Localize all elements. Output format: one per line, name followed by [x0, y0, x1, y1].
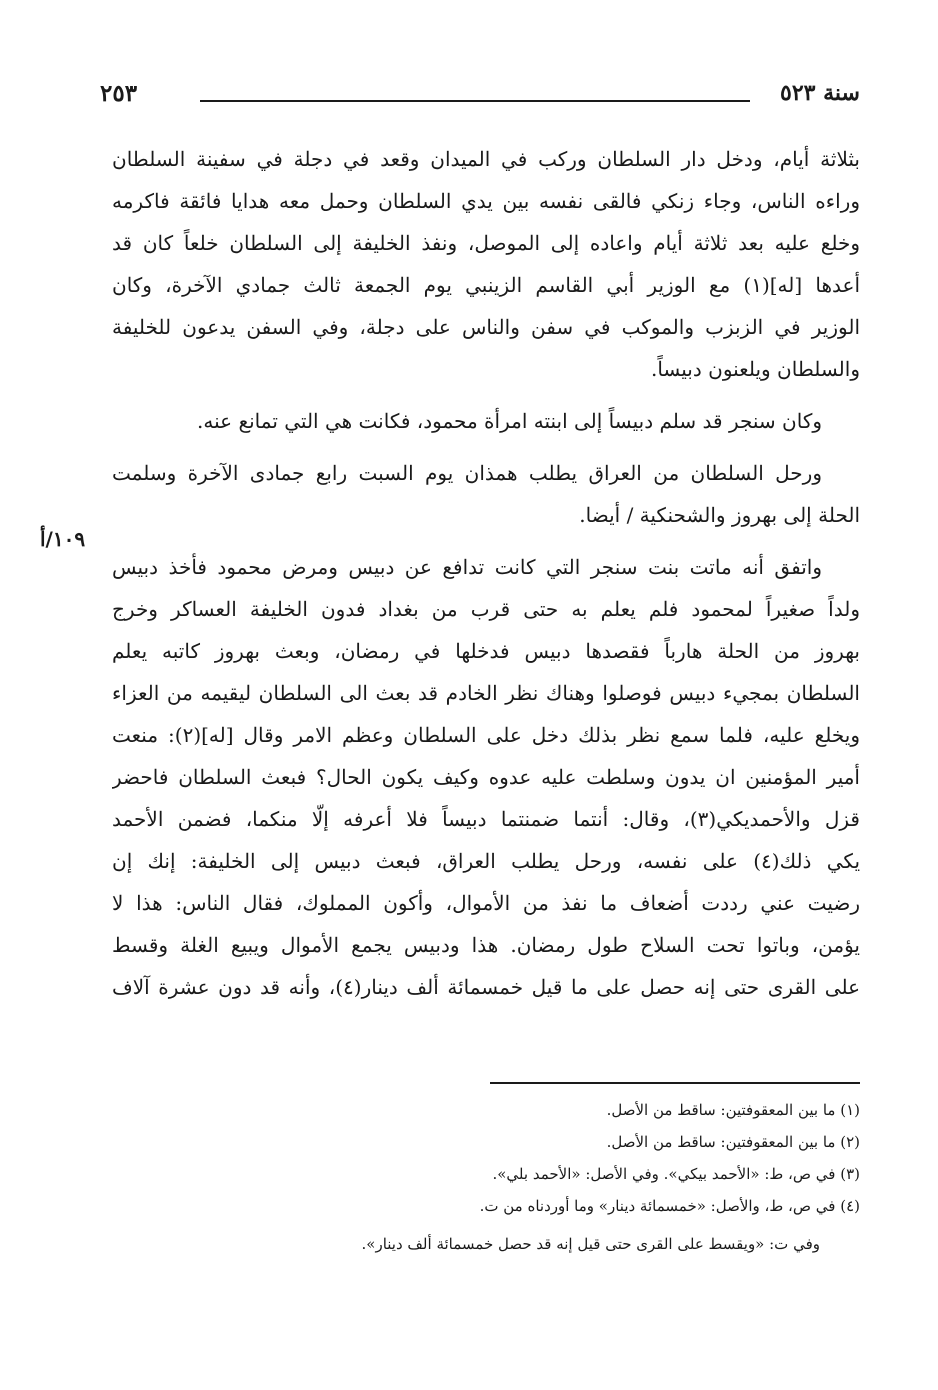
footnote-2: (٢) ما بين المعقوفتين: ساقط من الأصل.: [606, 1133, 860, 1151]
text-line: الحلة إلى بهروز والشحنكية / أيضا.: [579, 503, 860, 527]
text-line: ورحل السلطان من العراق يطلب همذان يوم السبت رابع جمادى الآخرة وسلمت: [112, 461, 822, 485]
text-line: واتفق أنه ماتت بنت سنجر التي كانت تدافع عن دبيس ومرض محمود فأخذ دبيس: [112, 555, 822, 579]
text-line: بهروز من الحلة هارباً فقصدها دبيس فدخلها في رمضان، وبعث بهروز كاتبه يعلم: [112, 639, 860, 663]
text-line: ولداً صغيراً لمحمود فلم يعلم به حتى قرب من بغداد فدون الخليفة العساكر وخرج: [112, 597, 860, 621]
page-number: ٢٥٣: [100, 80, 138, 107]
text-line: والسلطان ويلعنون دبيساً.: [650, 357, 860, 381]
text-line: وراءه الناس، وجاء زنكي فالقى نفسه بين يدي السلطان وحمل معه هدايا فائقة فاكرمه: [112, 189, 860, 213]
footnote-3: (٣) في ص، ط: «الأحمد بيكي». وفي الأصل: «الأحمد بلي».: [492, 1165, 860, 1183]
paragraph-1: [112, 138, 860, 390]
text-line: يؤمن، وباتوا تحت السلاح طول رمضان. هذا ودبيس يجمع الأموال ويبيع الغلة وقسط: [112, 933, 860, 957]
text-line: رضيت عني رددت أضعاف ما نفذ من الأموال، وأكون المملوك، فقال الناس: هذا لا: [112, 891, 860, 915]
manuscript-folio-note: ١٠٩/أ: [40, 527, 86, 551]
footnote-1: (١) ما بين المعقوفتين: ساقط من الأصل.: [606, 1101, 860, 1119]
text-line: السلطان بمجيء دبيس فوصلوا وهناك نظر الخادم قد بعث الى السلطان ليقيمه من العزاء: [112, 681, 860, 705]
text-line: يكي ذلك(٤) على نفسه، ورحل يطلب العراق، فبعث دبيس إلى الخليفة: إنك إن: [112, 849, 860, 873]
footnote-separator: [490, 1082, 860, 1084]
main-text: [112, 138, 860, 1008]
paragraph-3: [112, 452, 860, 536]
text-line: ويخلع عليه، فلما سمع نظر بذلك دخل على السلطان وعظم الامر وقال [له](٢): منعت: [112, 723, 860, 747]
paragraph-4: [112, 546, 860, 1008]
text-line: أعدها [له](١) مع الوزير أبي القاسم الزينبي يوم الجمعة ثالث جمادي الآخرة، وكان: [112, 273, 860, 297]
footnotes: [112, 1094, 860, 1260]
text-line: وخلع عليه بعد ثلاثة أيام واعاده إلى الموصل، ونفذ الخليفة إلى السلطان خلعاً كان قد: [112, 231, 860, 255]
running-header: [100, 80, 860, 114]
text-line: قزل والأحمديكي(٣)، وقال: أنتما ضمنتما دبيساً فلا أعرفه إلّا منكما، فضمن الأحمد: [112, 807, 860, 831]
text-line: أمير المؤمنين ان يدون وسلطت عليه عدوه وكيف يكون الحال؟ فبعث السلطان فاحضر: [112, 765, 860, 789]
text-line: وكان سنجر قد سلم دبيساً إلى ابنته امرأة محمود، فكانت هي التي تمانع عنه.: [197, 409, 822, 433]
text-line: الوزير في الزبزب والموكب في سفن والناس على دجلة، وفي السفن يدعون للخليفة: [112, 315, 860, 339]
footnote-4-continuation: وفي ت: «ويقسط على القرى حتى قيل إنه قد حصل خمسمائة ألف دينار».: [361, 1235, 820, 1253]
paragraph-2: [112, 400, 860, 442]
header-rule: [200, 100, 750, 102]
footnote-4: (٤) في ص، ط، والأصل: «خمسمائة دينار» وما أوردناه من ت.: [479, 1197, 860, 1215]
header-year: سنة ٥٢٣: [780, 80, 860, 106]
text-line: بثلاثة أيام، ودخل دار السلطان وركب في الميدان وقعد في دجلة في سفينة السلطان: [112, 147, 860, 171]
text-line: على القرى حتى إنه حصل على ما قيل خمسمائة ألف دينار(٤)، وأنه قد دون عشرة آلاف: [112, 975, 860, 999]
